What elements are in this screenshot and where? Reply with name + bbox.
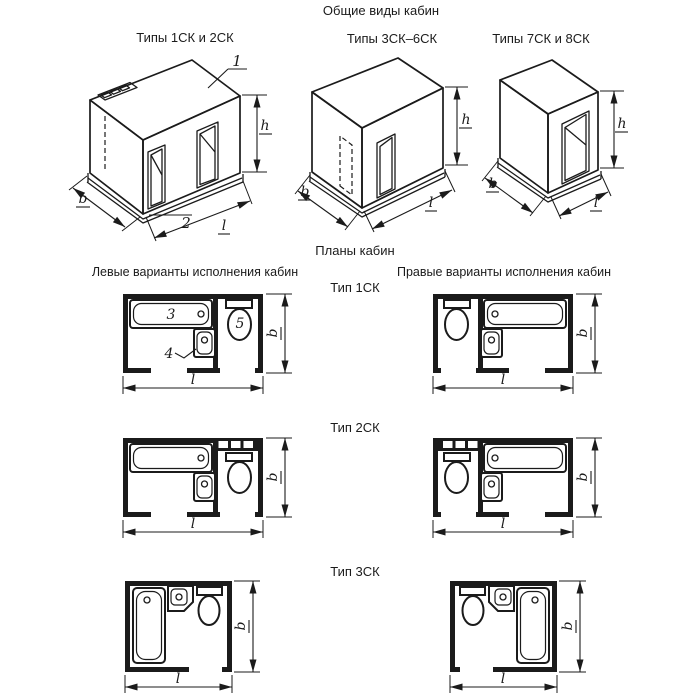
plan-type1-left	[123, 294, 292, 394]
dimension-l	[450, 671, 557, 693]
plans-heading: Планы кабин	[315, 243, 395, 258]
dimension-l	[433, 372, 573, 394]
dimension-b	[559, 581, 586, 672]
plan-type3-right	[450, 581, 586, 693]
width-dim-label: b	[265, 472, 281, 482]
dimension-h	[445, 87, 472, 165]
width-dim-label: b	[488, 176, 498, 192]
caption-view-types-3-6: Типы 3СК–6СК	[346, 31, 438, 46]
callout-washbasin: 4	[164, 346, 174, 362]
right-column-heading: Правые варианты исполнения кабин	[396, 265, 612, 279]
height-dim-label: h	[461, 112, 471, 128]
dimension-l	[433, 516, 573, 538]
width-dim-label: b	[300, 184, 310, 200]
door-opening	[148, 145, 165, 209]
door-opening	[562, 111, 589, 184]
hidden-door-opening	[340, 136, 352, 195]
width-dim-label: b	[560, 621, 576, 631]
length-dim-label: l	[500, 671, 506, 687]
svg-text:2: 2	[181, 214, 191, 232]
width-dim-label: b	[233, 621, 249, 631]
dimension-b	[575, 294, 602, 373]
width-dim-label: b	[78, 191, 88, 207]
height-dim-label: h	[260, 118, 270, 134]
height-dim-label: h	[617, 116, 627, 132]
plan-type3-left	[125, 581, 260, 693]
length-dim-label: l	[500, 516, 506, 532]
dimension-l	[125, 671, 232, 693]
dimension-b	[265, 438, 292, 517]
type-1ck-label: Тип 1СК	[330, 280, 380, 295]
caption-view-types-7-8: Типы 7СК и 8СК	[492, 31, 590, 46]
dimension-l	[123, 516, 263, 538]
length-dim-label: l	[175, 671, 181, 687]
door-opening	[377, 134, 395, 198]
length-dim-label: l	[500, 372, 506, 388]
callout-ceiling-panel	[208, 52, 247, 88]
plan-type2-left	[123, 438, 292, 538]
isometric-view-types-3-6	[295, 58, 472, 232]
length-dim-label: l	[593, 195, 599, 211]
callout-toilet: 5	[235, 316, 245, 332]
dimension-b	[575, 438, 602, 517]
plan-type1-right	[433, 294, 602, 394]
dimension-b	[265, 294, 292, 373]
length-dim-label: l	[190, 372, 196, 388]
callout-floor-panel	[149, 214, 192, 232]
page-title: Общие виды кабин	[322, 3, 440, 18]
svg-text:1: 1	[232, 52, 242, 70]
width-dim-label: b	[575, 328, 591, 338]
dimension-l	[123, 372, 263, 394]
dimension-h	[600, 91, 628, 168]
dimension-h	[242, 95, 272, 172]
length-dim-label: l	[221, 218, 227, 234]
door-opening	[197, 122, 218, 188]
dimension-b	[233, 581, 260, 672]
caption-view-types-1-2: Типы 1СК и 2СК	[136, 30, 234, 45]
type-2ck-label: Тип 2СК	[330, 420, 380, 435]
plan-type2-right	[433, 438, 602, 538]
roof-vent	[98, 83, 137, 101]
left-column-heading: Левые варианты исполнения кабин	[91, 265, 299, 279]
width-dim-label: b	[265, 328, 281, 338]
callout-bathtub: 3	[166, 307, 176, 323]
length-dim-label: l	[428, 195, 434, 211]
type-3ck-label: Тип 3СК	[330, 564, 380, 579]
washbasin-leader	[175, 349, 196, 358]
length-dim-label: l	[190, 516, 196, 532]
isometric-view-types-7-8	[482, 60, 628, 219]
isometric-view-types-1-2	[69, 52, 272, 241]
width-dim-label: b	[575, 472, 591, 482]
